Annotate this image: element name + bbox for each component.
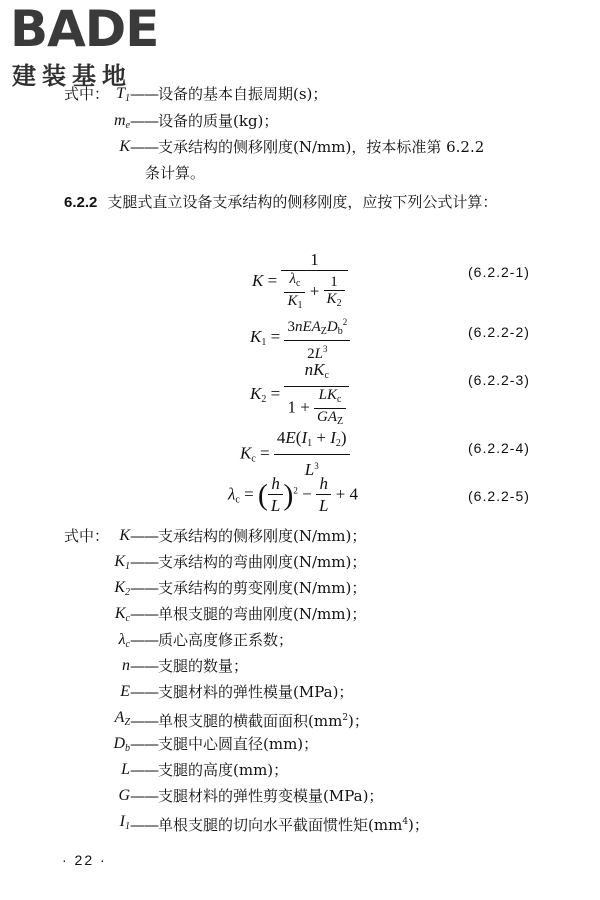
def-item: $m_e$ ——设备的质量(kg)；	[113, 112, 279, 131]
equation-3	[0, 360, 600, 427]
equation-5-formula: $\lambda_c$ = ( $\frac{h}{L}$ )$^2$ − $\frac{h}{L}$ + 4	[228, 474, 359, 515]
logo-subtitle: 建装基地	[12, 62, 132, 90]
clause-number: 6.2.2	[64, 194, 98, 211]
equation-2-formula: $K_1$ = $\frac{3nEA_ZD_b^2}{2L^3}$	[250, 314, 350, 362]
equation-1-formula: K = 1 $\frac{\lambda_c}{K_1}$ + $\frac{1}{K_2}$	[252, 250, 348, 314]
def-item: E ——支腿材料的弹性模量(MPa)；	[120, 683, 354, 701]
equation-2	[0, 314, 600, 362]
page-number: · 22 ·	[62, 852, 107, 868]
def-item: G ——支腿材料的弹性剪变模量(MPa)；	[118, 787, 384, 805]
bottom-defs-intro: 式中：	[64, 527, 110, 545]
def-item: K ——支承结构的侧移刚度(N/mm)；	[119, 527, 367, 545]
equation-4	[0, 428, 600, 479]
def-item: $D_b$ ——支腿中心圆直径(mm)；	[113, 735, 319, 754]
def-item: $K_c$ ——单根支腿的弯曲刚度(N/mm)；	[114, 605, 367, 624]
def-item: $K_2$ ——支承结构的剪变刚度(N/mm)；	[114, 579, 367, 598]
def-item: $T_1$ ——设备的基本自振周期(s)；	[116, 85, 328, 104]
equation-4-formula: $K_c$ = $\frac{4E(I_1 + I_2)}{L^3}$	[240, 428, 350, 481]
def-item: K ——支承结构的侧移刚度(N/mm)，按本标准第 6.2.2	[119, 138, 485, 156]
def-item: $A_Z$ ——单根支腿的横截面面积$(mm^2)$；	[114, 709, 369, 730]
clause-text: 支腿式直立设备支承结构的侧移刚度，应按下列公式计算：	[107, 193, 498, 211]
def-item: $I_1$ ——单根支腿的切向水平截面惯性矩$(mm^4)$；	[119, 813, 429, 834]
equation-number: (6.2.2-3)	[468, 372, 530, 388]
equation-1	[0, 250, 600, 311]
top-defs-intro: 式中：	[64, 85, 110, 103]
equation-3-formula: $K_2$ = $nK_c$ 1 + $\frac{LK_c}{GA_Z}$	[250, 360, 349, 430]
def-continuation: 条计算。	[145, 164, 206, 182]
equation-number: (6.2.2-4)	[468, 440, 530, 456]
equation-number: (6.2.2-5)	[468, 488, 530, 504]
def-item: $\lambda_c$ ——质心高度修正系数；	[118, 631, 294, 650]
equation-5	[0, 474, 600, 522]
logo-brand: BADE	[10, 0, 159, 58]
equation-number: (6.2.2-2)	[468, 324, 530, 340]
def-item: L ——支腿的高度(mm)；	[121, 761, 289, 779]
clause-paragraph	[64, 188, 544, 217]
equation-number: (6.2.2-1)	[468, 264, 530, 280]
def-item: n ——支腿的数量；	[122, 657, 249, 675]
def-item: $K_1$ ——支承结构的弯曲刚度(N/mm)；	[114, 553, 367, 572]
logo	[8, 0, 178, 94]
